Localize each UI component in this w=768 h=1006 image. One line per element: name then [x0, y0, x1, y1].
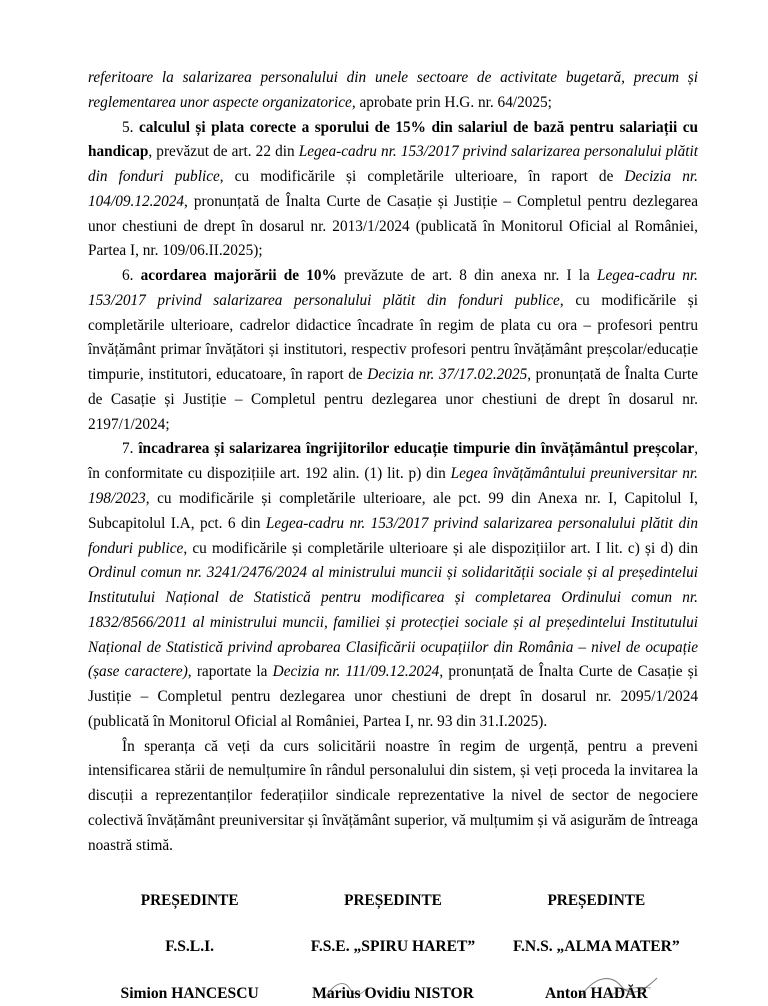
signature-name-2-text: Marius Ovidiu NISTOR [312, 984, 474, 1002]
text-run: Legea-cadru nr. 153/2017 privind salarizarea personalului plătit din fonduri publice [88, 267, 698, 309]
signature-name-1-text-wrap [121, 981, 259, 1006]
paragraph-item-6 [88, 264, 698, 437]
text-run: calculul și plata corecte a sporului de 15% din salariul de bază pentru salariații cu handicap [88, 118, 698, 161]
text-run: Legea-cadru nr. 153/2017 privind salarizarea personalului plătit din fonduri publice [88, 514, 698, 557]
signature-name-2-text-wrap [312, 981, 474, 1006]
text-run: , în conformitate cu dispozițiile art. 192 alin. (1) lit. p) din [88, 440, 699, 483]
paragraph-item-5 [88, 116, 698, 265]
text-run: Legea învățământului preuniversitar nr. 198/2023 [88, 465, 698, 508]
signature-org-3: F.N.S. „ALMA MATER” [512, 938, 680, 956]
text-run: Decizia nr. 37/17.02.2025 [367, 366, 528, 384]
signature-org-1: F.S.L.I. [165, 938, 215, 956]
text-run: , cu modificările și completările ulterioare, în raport de [219, 168, 625, 186]
signature-name-1 [88, 981, 291, 1006]
signature-org-row [88, 934, 698, 980]
text-run: referitoare la salarizarea personalului din unele sectoare de activitate bugetară, precum și reglementarea unor aspecte organizatorice, [88, 69, 698, 111]
text-run: prevăzute de art. 8 din anexa nr. I la [336, 267, 597, 285]
signature-block [88, 889, 698, 1006]
signature-name-1-text: Simion HANCESCU [120, 984, 259, 1002]
paragraph-closing [88, 735, 698, 859]
signature-name-3-text-wrap [545, 981, 648, 1006]
text-run: , cu modificările și completările ulterioare, ale pct. 99 din Anexa nr. I, Capitolul I, Subcapitolul I.A, pct. 6 din [88, 490, 698, 532]
text-run: , pronunțată de Înalta Curte de Casație și Justiție – Completul pentru dezlegarea unor chestiuni de drept în dosarul nr. 2197/1/2024; [88, 366, 698, 433]
signature-role-1: PREȘEDINTE [140, 891, 239, 909]
text-run: Legea-cadru nr. 153/2017 privind salarizarea personalului plătit din fonduri publice [88, 143, 698, 186]
text-run: Decizia nr. 111/09.12.2024 [272, 663, 440, 681]
text-run: acordarea majorării de 10% [140, 267, 337, 285]
text-run: 7. [122, 440, 139, 458]
signature-name-row [88, 981, 698, 1006]
text-run: , cu modificările și completările ulterioare, cadrelor didactice încadrate în regim de plata cu ora – profesori pentru învățământ primar învățători și institutori, respectiv profesori pentru învățământ preșcolar/educație timpurie, institutori, educatoare, în raport de [88, 291, 699, 384]
paragraph-intro [88, 66, 698, 116]
signature-name-3 [495, 981, 698, 1006]
signature-role-2: PREȘEDINTE [344, 891, 442, 909]
text-run: , pronunțată de Înalta Curte de Casație și Justiție – Completul pentru dezlegarea unor chestiuni de drept în dosarul nr. 2095/1/2024 (publicată în Monitorul Oficial al României, Partea I, nr. 93 din 31.I.2025). [88, 663, 698, 730]
paragraph-item-7 [88, 437, 698, 734]
text-run: încadrarea și salarizarea îngrijitorilor educație timpurie din învățământul preșcolar [138, 440, 695, 458]
text-run: În speranța că veți da curs solicitării noastre în regim de urgență, pentru a preveni intensificarea stării de nemulțumire în rândul personalului din sistem, și veți proceda la invitarea la discuții a reprezentanților federațiilor sindicale reprezentative la nivel de sector de negociere colectivă învățământ preuniversitar și învățământ superior, vă mulțumim și vă asigurăm de întreaga noastră stimă. [88, 737, 698, 854]
text-run: Ordinul comun nr. 3241/2476/2024 al ministrului muncii și solidarității sociale și al președintelui Institutului Național de Statistică pentru modificarea și completarea Ordinului comun nr. 1832/8566/2011 al ministrului muncii, familiei și protecției sociale și al președintelui Institutului Național de Statistică privind aprobarea Clasificării ocupațiilor din România – nivel de ocupație (șase caractere) [88, 564, 698, 681]
text-run: 5. [122, 118, 139, 136]
signature-org-2: F.S.E. „SPIRU HARET” [310, 938, 476, 956]
text-run: , raportate la [187, 663, 273, 681]
signature-name-2 [291, 981, 494, 1006]
text-run: Decizia nr. 104/09.12.2024 [88, 168, 698, 210]
text-run: aprobate prin H.G. nr. 64/2025; [355, 93, 552, 111]
signature-name-3-text: Anton HADĂR [544, 984, 648, 1002]
signature-role-3: PREȘEDINTE [547, 891, 646, 909]
text-run: , cu modificările și completările ulterioare și ale dispozițiilor art. I lit. c) și d) din [183, 539, 698, 557]
document-body [88, 66, 698, 1006]
signature-role-row [88, 889, 698, 935]
text-run: , pronunțată de Înalta Curte de Casație și Justiție – Completul pentru dezlegarea unor chestiuni de drept în dosarul nr. 2013/1/2024 (publicată în Monitorul Oficial al României, Partea I, nr. 109/06.II.2025); [88, 192, 698, 260]
text-run: , prevăzut de art. 22 din [148, 143, 299, 161]
text-run: 6. [122, 267, 141, 285]
